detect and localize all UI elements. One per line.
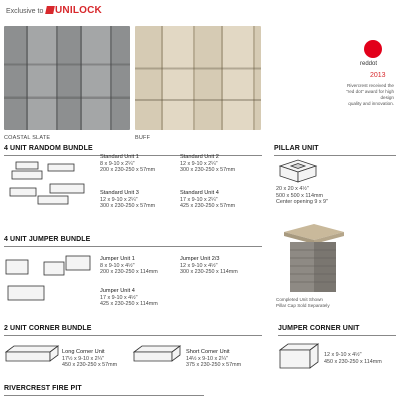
jumper-unit-4 xyxy=(100,288,158,308)
caption-line: Pillar Cap Sold Separately xyxy=(276,302,330,308)
unit-dim-metric: 300 x 230-250 x 57mm xyxy=(100,203,156,210)
reddot-year: 2013 xyxy=(370,72,386,79)
unit-name: Standard Unit 4 xyxy=(180,190,219,196)
unit-dim-imperial: 17 x 9-10 x 2¼" xyxy=(180,196,218,203)
unit-name: Standard Unit 3 xyxy=(100,190,139,196)
unilock-wordmark: UNILOCK xyxy=(55,5,102,16)
jumper-unit-2-3 xyxy=(180,256,238,276)
unit-dim-imperial: 12 x 9-10 x 4½" xyxy=(180,262,218,269)
unit-center-opening: Center opening 9 x 9" xyxy=(276,199,328,206)
unit-name: Standard Unit 2 xyxy=(180,154,219,160)
unit-dim-imperial: 17 x 9-10 x 4½" xyxy=(100,294,138,301)
section-title-jumper-bundle: 4 UNIT JUMPER BUNDLE xyxy=(4,236,91,243)
coastal-slate-swatch xyxy=(4,26,130,130)
buff-swatch xyxy=(135,26,261,130)
unit-name: Jumper Unit 2/3 xyxy=(180,256,220,262)
pillar-unit-illustration xyxy=(276,158,320,186)
random-bundle-illustration xyxy=(8,158,94,214)
unit-dim-imperial: 12 x 9-10 x 2¼" xyxy=(100,196,138,203)
unit-dim-imperial: 8 x 9-10 x 4½" xyxy=(100,262,135,269)
unit-name: Standard Unit 1 xyxy=(100,154,139,160)
jumper-unit-3-drawing xyxy=(66,256,90,270)
section-rule xyxy=(4,246,262,247)
random-unit-2 xyxy=(180,154,235,174)
section-rule xyxy=(278,335,396,336)
unit-dim-metric: 200 x 230-250 x 114mm xyxy=(100,269,158,276)
jumper-unit-4-drawing xyxy=(8,286,44,300)
caption-line: Completed Unit Shown xyxy=(276,297,323,302)
swatch-label-coastal-slate: COASTAL SLATE xyxy=(4,135,51,141)
random-unit-4 xyxy=(180,190,235,210)
unit-dim-metric: 450 x 230-250 x 57mm xyxy=(62,362,118,369)
unit-dim-metric: 300 x 230-250 x 114mm xyxy=(180,269,238,276)
random-unit-6-drawing xyxy=(50,184,84,193)
long-corner-unit-drawing xyxy=(4,344,60,364)
random-unit-3-drawing xyxy=(48,164,74,171)
section-title-pillar: PILLAR UNIT xyxy=(274,145,319,152)
reddot-logo-text: reddot xyxy=(360,61,378,67)
section-rule xyxy=(4,395,204,396)
section-rule xyxy=(4,335,262,336)
random-unit-4-drawing xyxy=(10,188,36,196)
unilock-mark-icon xyxy=(45,6,55,14)
jumper-corner-specs xyxy=(324,352,382,365)
jumper-corner-unit-drawing xyxy=(278,342,320,370)
reddot-desc-line: quality and innovation. xyxy=(348,101,394,106)
completed-pillar-caption xyxy=(276,297,330,308)
pillar-unit-specs xyxy=(276,186,328,206)
unit-name: Short Corner Unit xyxy=(186,349,230,355)
unit-dim-metric: 425 x 230-250 x 114mm xyxy=(100,301,158,308)
exclusive-to-label: Exclusive to xyxy=(6,8,44,15)
unit-dim-metric: 300 x 230-250 x 57mm xyxy=(180,167,236,174)
jumper-bundle-illustration xyxy=(4,250,94,312)
section-title-random-bundle: 4 UNIT RANDOM BUNDLE xyxy=(4,145,93,152)
random-unit-2-drawing xyxy=(12,171,42,179)
random-unit-1 xyxy=(100,154,155,174)
random-unit-5-drawing xyxy=(38,196,68,204)
section-title-fire-pit: RIVERCREST FIRE PIT xyxy=(4,385,82,392)
unit-dim-metric: 450 x 230-250 x 114mm xyxy=(324,358,382,365)
unit-dim-imperial: 17½ x 9-10 x 2¼" xyxy=(62,355,105,362)
section-rule xyxy=(274,155,396,156)
reddot-desc-line: "red dot" award for high design xyxy=(346,89,394,100)
short-corner-unit xyxy=(186,349,241,369)
unit-dim-imperial: 12 x 9-10 x 4½" xyxy=(324,352,362,358)
reddot-award-icon xyxy=(364,40,382,58)
unit-name: Jumper Unit 1 xyxy=(100,256,135,262)
jumper-unit-2-drawing xyxy=(44,262,64,275)
jumper-unit-1 xyxy=(100,256,158,276)
short-corner-unit-drawing xyxy=(132,344,182,364)
unit-dim-metric: 200 x 230-250 x 57mm xyxy=(100,167,156,174)
random-unit-3 xyxy=(100,190,155,210)
section-title-jumper-corner: JUMPER CORNER UNIT xyxy=(278,325,360,332)
unit-dim-metric: 375 x 230-250 x 57mm xyxy=(186,362,242,369)
unit-dim-imperial: 12 x 9-10 x 2¼" xyxy=(180,160,218,167)
swatch-label-buff: BUFF xyxy=(135,135,151,141)
section-title-corner-bundle: 2 UNIT CORNER BUNDLE xyxy=(4,325,92,332)
unit-dim-metric: 500 x 500 x 114mm xyxy=(276,192,323,199)
completed-pillar-photo xyxy=(278,222,348,294)
unit-dim-imperial: 14½ x 9-10 x 2¼" xyxy=(186,355,229,362)
reddot-description xyxy=(334,83,394,107)
unit-name: Long Corner Unit xyxy=(62,349,105,355)
random-unit-1-drawing xyxy=(16,162,38,169)
jumper-unit-1-drawing xyxy=(6,260,28,274)
reddot-desc-line: Rivercrest received the xyxy=(347,83,394,88)
unit-dim-metric: 425 x 230-250 x 57mm xyxy=(180,203,236,210)
long-corner-unit xyxy=(62,349,117,369)
unilock-logo xyxy=(46,5,102,16)
unit-dim-imperial: 8 x 9-10 x 2¼" xyxy=(100,160,135,167)
unit-name: Jumper Unit 4 xyxy=(100,288,135,294)
unit-dim-imperial: 20 x 20 x 4½" xyxy=(276,186,309,192)
